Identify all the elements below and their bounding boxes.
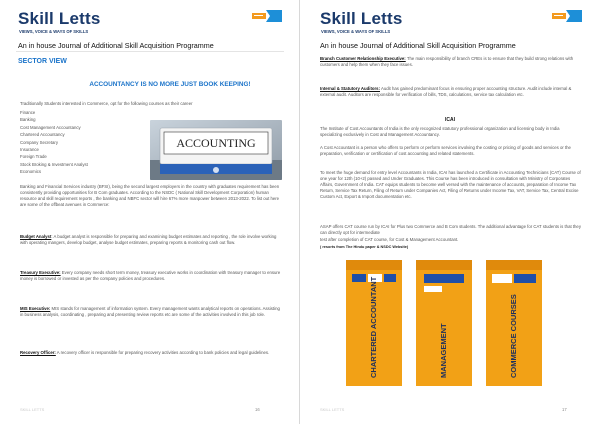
brand-title: Skill Letts: [18, 9, 101, 28]
recovery-text: A recovery officer is responsible for preparing recovery activities according to bank policies and legal guidelines.: [55, 350, 270, 355]
mis-paragraph: [20, 306, 282, 318]
right-page: [300, 0, 600, 424]
brand-tagline: VIEWS, VOICE & WAYS OF SKILLS: [19, 29, 89, 34]
book-title: CHARTERED ACCOUNTANT: [369, 276, 378, 378]
asap-logo-icon: [250, 7, 284, 25]
article-headline: ACCOUNTANCY IS NO MORE JUST BOOK KEEPING!: [89, 81, 251, 88]
footer-watermark: SKILL LETTS: [320, 407, 345, 412]
icai-paragraph-5: test after completion of CAT course, for Cost & Management Accountant.: [320, 237, 459, 242]
page-number: 17: [562, 407, 567, 412]
photo-label: ACCOUNTING: [176, 136, 256, 150]
icai-paragraph-3: To meet the huge demand for entry level Accountants in India, ICAI has launched a Certificate in Accounting Technicians (CAT) Course of one year for 12th (10+2) passed and Under Graduates. This Course has been introduced in consultation with Ministry of Corporates Affairs, Government of India. CAT equips students to become well versed with the maintenance of accounts, preparation of Income Tax Return, Service Tax Return, Filing of Return under Companies Act, Filing of Returns under Income Tax, VAT, Service Tax, Central Excise Custom Act, Export & Import documentation etc.: [320, 170, 581, 199]
icai-paragraph-2: A Cost Accountant is a person who offers to perform or perform services involving the costing or pricing of goods and services or the preparation, verification or certification of cost accounting and related statements.: [320, 145, 571, 156]
icai-paragraph-1: The Institute of Cost Accountants of India is the only recognized statutory professional organization and licensing body in India specializing exclusively in Cost and Management Accountancy.: [320, 126, 560, 137]
list-item: Finance: [20, 110, 36, 115]
journal-subtitle: An in house Journal of Additional Skill Acquisition Programme: [320, 41, 516, 50]
book-chartered-accountant: [346, 260, 402, 386]
bcre-text: The main responsibility of branch CREs is to ensure that they build strong relations with customers and help them when they face issues.: [320, 56, 574, 67]
budget-analyst-text: : A budget analyst is responsible for preparing and examining budget estimates and reporting , the role involve working with operating mangers, develop budget, analyse budget estimates, preparing reports & monitoring cash out flow.: [20, 234, 277, 245]
mis-text: MIS stands for management of information system. Every management wants analytical reports on operations. Assisting in business analysis, coordinating , preparing and presenting review reports etc are some of the activities involved in this job role.: [20, 306, 280, 317]
treasury-title: Treasury Executive:: [20, 270, 61, 275]
source-note: ( resorts from The Hindu paper & NSDC Website): [320, 245, 409, 249]
book-title: COMMERCE COURSES: [509, 294, 518, 378]
bfsi-paragraph: Banking and Financial Services industry (BFSI), being the second largest employers in the country with graduates requirement has been consistently providing opportunities for B Com graduates. According to the NSDC ( National Skill Development Corporation) human resource and skill requirement reports , the banking and NBFC sector will hire 67% more manpower between 2013-2022. To list out here are some of the offbeat avenues in Commerce:: [20, 184, 280, 207]
book-title: MANAGEMENT: [439, 323, 448, 378]
auditor-text: Audit has gained predominant focus in ensuring proper accounting structure. Audit include internal & external audit. Auditors are responsible for verification of bills, TDS, calculations, service tax calculation etc.: [320, 86, 572, 97]
bcre-paragraph: [320, 56, 582, 68]
book-commerce-courses: [486, 260, 542, 386]
list-item: Cost Management Accountancy: [20, 124, 81, 130]
list-item: Stock Broking & Investment Analyst: [20, 161, 88, 167]
journal-subtitle: An in house Journal of Additional Skill Acquisition Programme: [18, 41, 214, 50]
list-item: Insurance: [20, 147, 39, 153]
page-number: 16: [255, 407, 260, 412]
brand-tagline: VIEWS, VOICE & WAYS OF SKILLS: [321, 29, 391, 34]
list-item: Chartered Accountancy: [20, 132, 65, 138]
auditor-paragraph: [320, 86, 582, 98]
icai-heading: ICAI: [445, 117, 455, 123]
list-item: Economics: [20, 169, 42, 175]
bcre-title: Branch Customer Relationship Executive:: [320, 56, 406, 61]
header-divider: [16, 51, 284, 52]
brand-title: Skill Letts: [320, 9, 403, 28]
recovery-paragraph: [20, 350, 282, 356]
budget-analyst-title: Budget Analyst: [20, 234, 52, 239]
footer-watermark: SKILL LETTS: [20, 407, 45, 412]
treasury-text: Every company needs short term money, treasury executive works in coordination with treasury manager to ensure money is borrowed or invested as per the company policies and procedures.: [20, 270, 281, 281]
accounting-binder-photo: [150, 120, 282, 180]
book-management: [416, 260, 472, 386]
career-list: [20, 109, 88, 176]
treasury-paragraph: [20, 270, 282, 282]
list-item: Banking: [20, 117, 36, 123]
intro-paragraph: Traditionally Students interested in Commerce, opt for the following courses as their career: [20, 101, 193, 106]
recovery-title: Recovery Officer:: [20, 350, 56, 355]
mis-title: MIS Executive:: [20, 306, 51, 311]
list-item: Company Secretary: [20, 139, 58, 145]
budget-analyst-paragraph: [20, 234, 282, 246]
list-item: Foreign Trade: [20, 154, 47, 160]
icai-paragraph-4: ASAP offers CAT course run by ICAI for Plus two Commerce and B Com students. The additional advantage for CAT students is that they can directly opt for intermediate: [320, 224, 581, 235]
auditor-title: Internal & Statutory Auditors:: [320, 86, 380, 91]
section-label: SECTOR VIEW: [18, 58, 67, 65]
asap-logo-icon: [550, 7, 584, 25]
